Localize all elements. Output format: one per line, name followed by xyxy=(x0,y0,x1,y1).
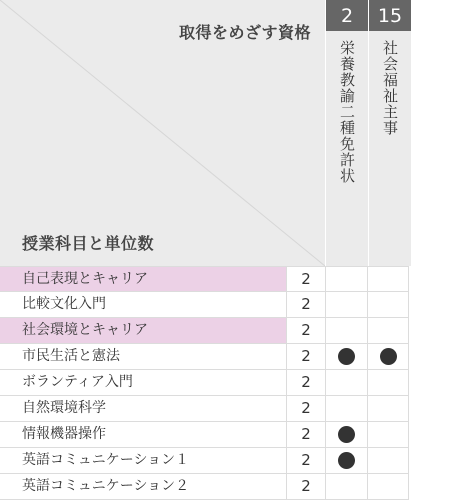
qualification-cell-q1 xyxy=(325,448,367,473)
course-credits: 2 xyxy=(286,396,325,421)
qualification-cell-q2 xyxy=(367,396,409,421)
course-name: 社会環境とキャリア xyxy=(0,318,286,343)
qualification-cell-q1 xyxy=(325,344,367,369)
qualification-cell-q1 xyxy=(325,292,367,317)
qualification-cell-q1 xyxy=(325,318,367,343)
qualification-number: 2 xyxy=(326,0,368,31)
course-credits: 2 xyxy=(286,344,325,369)
table-row xyxy=(0,344,409,370)
qualification-number: 15 xyxy=(369,0,411,31)
qualification-column-2 xyxy=(368,0,411,266)
course-name: 英語コミュニケーション２ xyxy=(22,478,190,494)
qualification-column-1 xyxy=(325,0,368,266)
qualification-cell-q2 xyxy=(367,370,409,395)
course-credits: 2 xyxy=(286,448,325,473)
required-dot-icon xyxy=(338,348,355,365)
qualification-name: 社会福祉主事 xyxy=(381,40,399,136)
required-dot-icon xyxy=(338,426,355,443)
qualification-cell-q2 xyxy=(367,474,409,499)
qualification-cell-q2 xyxy=(367,344,409,369)
qualification-cell-q1 xyxy=(325,422,367,447)
qualification-cell-q1 xyxy=(325,474,367,499)
table-row xyxy=(0,448,409,474)
course-credits: 2 xyxy=(286,292,325,317)
qualification-cell-q2 xyxy=(367,422,409,447)
header-corner-cell xyxy=(0,0,325,266)
course-credits: 2 xyxy=(286,318,325,343)
course-heading: 授業科目と単位数 xyxy=(22,234,155,253)
course-name: ボランティア入門 xyxy=(22,374,133,390)
course-name: 英語コミュニケーション１ xyxy=(22,452,190,468)
course-name: 市民生活と憲法 xyxy=(22,348,120,364)
course-name: 比較文化入門 xyxy=(22,296,106,312)
course-name: 情報機器操作 xyxy=(22,426,106,442)
qualification-cell-q2 xyxy=(367,267,409,291)
course-credits: 2 xyxy=(286,474,325,499)
course-rows xyxy=(0,266,409,500)
course-name: 自然環境科学 xyxy=(22,400,106,416)
table-row xyxy=(0,370,409,396)
table-row xyxy=(0,396,409,422)
qualification-cell-q2 xyxy=(367,292,409,317)
table-row xyxy=(0,292,409,318)
qualification-name: 栄養教諭二種免許状 xyxy=(338,40,356,184)
course-credits: 2 xyxy=(286,267,325,291)
qualification-cell-q2 xyxy=(367,448,409,473)
qualification-cell-q1 xyxy=(325,396,367,421)
qualification-cell-q2 xyxy=(367,318,409,343)
course-credits: 2 xyxy=(286,422,325,447)
table-row xyxy=(0,422,409,448)
course-name: 自己表現とキャリア xyxy=(0,267,286,291)
course-credits: 2 xyxy=(286,370,325,395)
table-row xyxy=(0,266,409,292)
required-dot-icon xyxy=(380,348,397,365)
table-row xyxy=(0,474,409,500)
qualification-cell-q1 xyxy=(325,370,367,395)
qualification-heading: 取得をめざす資格 xyxy=(178,23,311,42)
qualification-cell-q1 xyxy=(325,267,367,291)
table-row xyxy=(0,318,409,344)
required-dot-icon xyxy=(338,452,355,469)
